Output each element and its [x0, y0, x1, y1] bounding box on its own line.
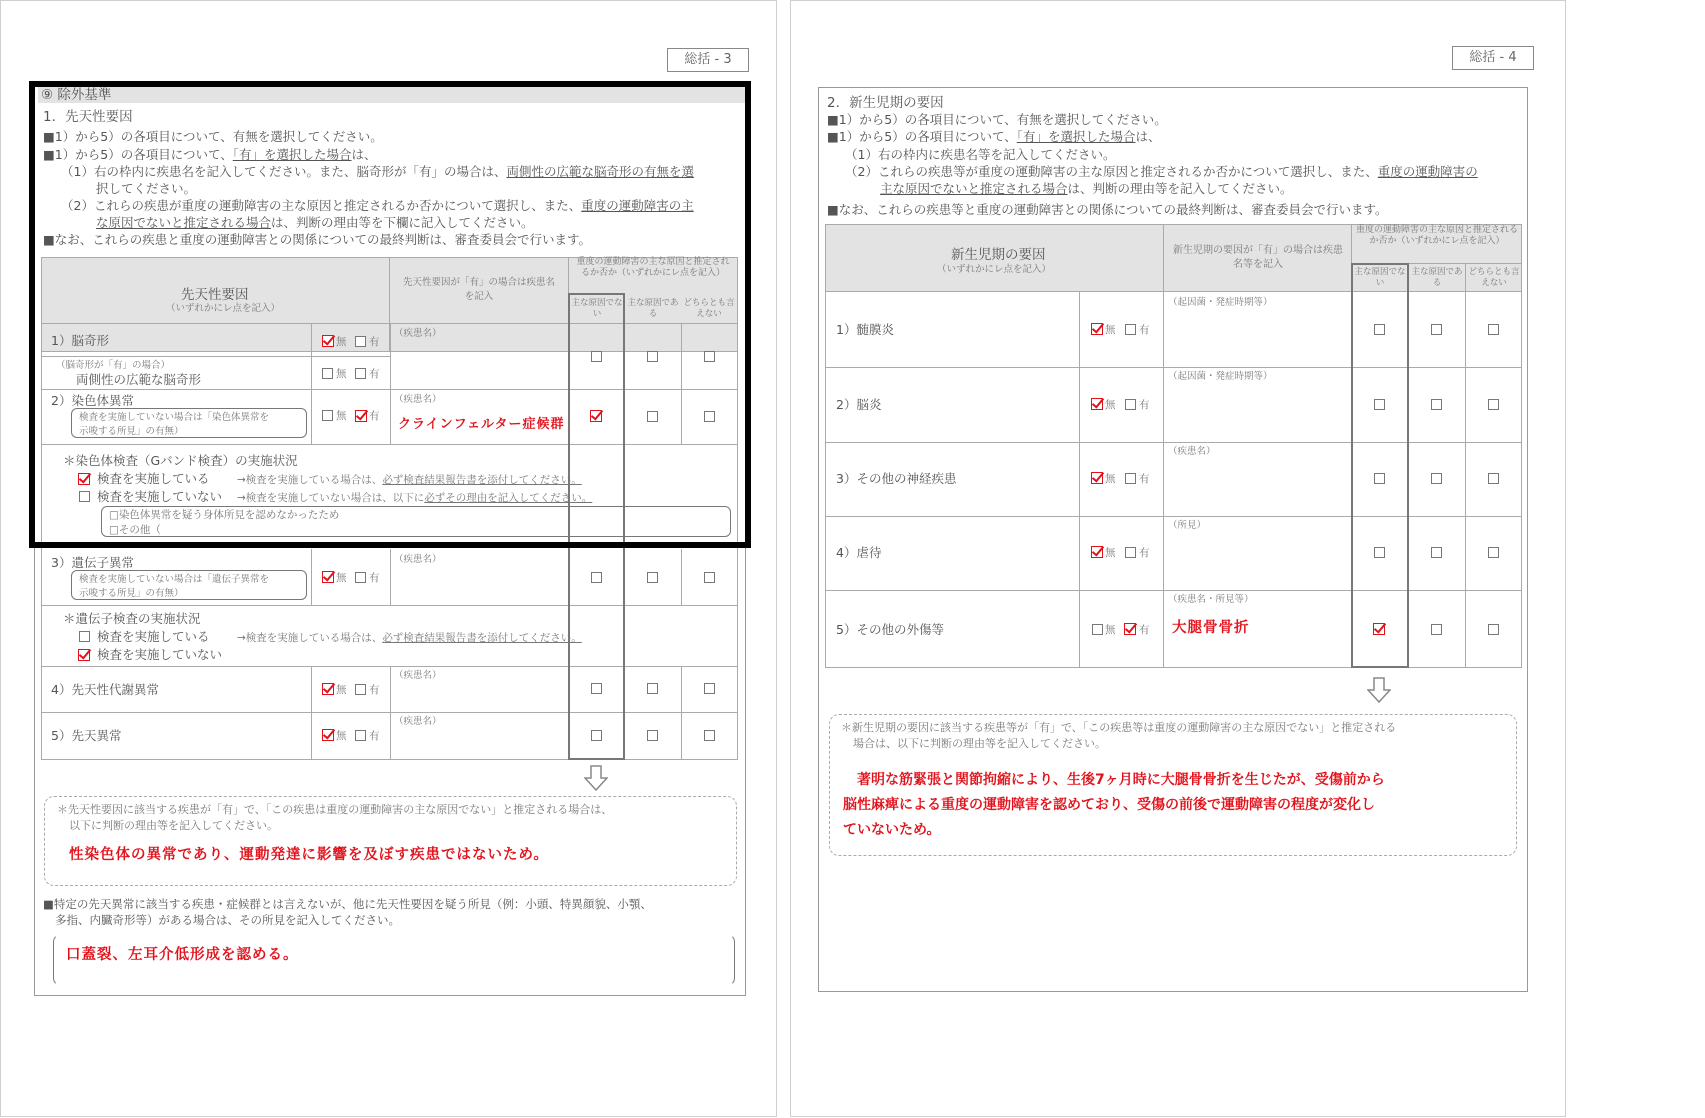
left-page [0, 0, 777, 1117]
label-none: 無 [336, 572, 347, 584]
checkbox-none-checked[interactable] [1091, 398, 1103, 410]
label-none: 無 [1105, 324, 1116, 336]
grid-line [311, 549, 312, 605]
label-yes: 有 [1139, 473, 1150, 485]
row-note-brain: （脳奇形が「有」の場合） [56, 360, 171, 371]
th-col-3: どちらとも言えない [1468, 267, 1520, 288]
checkbox-yes-checked[interactable] [1124, 623, 1136, 635]
checkbox-cause-1[interactable] [591, 572, 602, 583]
disease-name-femur-fracture: 大腿骨骨折 [1172, 620, 1250, 636]
instruction-3b: 択してください。 [96, 181, 197, 196]
disease-name-klinefelter: クラインフェルター症候群 [398, 417, 565, 432]
page-number: 総括 - 3 [667, 48, 749, 72]
field-hint: （所見） [1168, 520, 1207, 531]
chromosome-test-title: ＊染色体検査（Gバンド検査）の実施状況 [63, 453, 298, 468]
right-page [790, 0, 1566, 1117]
checkbox-yes[interactable] [1125, 473, 1136, 484]
grid-line [390, 666, 391, 760]
checkbox-none-checked[interactable] [1091, 472, 1103, 484]
checkbox-cause-1[interactable] [591, 730, 602, 741]
checkbox-cause-2[interactable] [1431, 547, 1442, 558]
gene-test-title: ＊遺伝子検査の実施状況 [63, 611, 201, 626]
label-none: 無 [1105, 473, 1116, 485]
instruction-3: （1）右の枠内に疾患名等を記入してください。 [845, 147, 1116, 162]
label-none: 無 [336, 684, 347, 696]
grid-line [41, 605, 738, 606]
instruction-1: ■1）から5）の各項目について、有無を選択してください。 [43, 129, 383, 144]
th-cause: 重度の運動障害の主な原因と推定されるか否か（いずれかにレ点を記入） [576, 257, 730, 278]
grid-line [390, 549, 391, 605]
instruction-2: ■1）から5）の各項目について、「有」を選択した場合は、 [43, 147, 377, 162]
label-yes: 有 [369, 368, 380, 380]
checkbox-cause-3[interactable] [1488, 399, 1499, 410]
checkbox-yes[interactable] [355, 572, 366, 583]
instruction-4b: な原因でないと推定される場合は、判断の理由等を下欄に記入してください。 [96, 215, 534, 230]
instruction-2: ■1）から5）の各項目について、「有」を選択した場合は、 [827, 129, 1161, 144]
grid-line [311, 666, 312, 760]
instruction-5: ■なお、これらの疾患と重度の運動障害との関係についての最終判断は、審査委員会で行います。 [43, 232, 592, 247]
row-label-gene: 3）遺伝子異常 [51, 555, 134, 570]
grid-line [1079, 292, 1080, 668]
label-yes: 有 [369, 572, 380, 584]
disease-hint: （疾患名） [394, 716, 442, 727]
option-gene-test-done: 検査を実施している [97, 629, 210, 644]
checkbox-none-checked[interactable] [322, 729, 334, 741]
grid-line [825, 516, 1522, 517]
instruction-3: （1）右の枠内に疾患名を記入してください。また、脳奇形が「有」の場合は、両側性の広範な脳奇形の有無を選 [61, 164, 694, 179]
other-findings-note: ■特定の先天異常に該当する疾患・症候群とは言えないが、他に先天性要因を疑う所見（例：小頭、特異顔貌、小顎、 [43, 897, 652, 911]
th-col-1: 主な原因でない [1354, 267, 1406, 288]
label-yes: 有 [1139, 624, 1150, 636]
reason-note: ＊新生児期の要因に該当する疾患等が「有」で、「この疾患等は重度の運動障害の主な原因でない」と推定される [841, 721, 1397, 734]
row-note: 示唆する所見」の有無） [79, 588, 184, 599]
reason-text[interactable]: 性染色体の異常であり、運動発達に影響を及ぼす疾患ではないため。 [69, 847, 549, 863]
disease-hint: （疾患名） [394, 328, 442, 339]
option-gene-test-done-note: →検査を実施している場合は、必ず検査結果報告書を添付してください。 [237, 632, 582, 644]
checkbox-yes[interactable] [1125, 399, 1136, 410]
th-cause: 重度の運動障害の主な原因と推定されるか否か（いずれかにレ点を記入） [1355, 225, 1518, 246]
th-col-1: 主な原因でない [571, 298, 623, 319]
checkbox-yes[interactable] [355, 684, 366, 695]
checkbox-yes[interactable] [1125, 324, 1136, 335]
disease-hint: （疾患名） [394, 394, 442, 405]
option-test-done: 検査を実施している [97, 471, 210, 486]
grid-line [681, 666, 682, 760]
instruction-4: （2）これらの疾患が重度の運動障害の主な原因と推定されるか否かについて選択し、また、重度の運動障害の主 [61, 198, 694, 213]
section-bar: ⑨ 除外基準 [38, 87, 745, 103]
th-factor: 新生児期の要因 [951, 247, 1046, 263]
checkbox-cause-2[interactable] [647, 572, 658, 583]
section-heading: 1．先天性要因 [43, 109, 133, 125]
grid-line [825, 442, 1522, 443]
page-number: 総括 - 4 [1452, 46, 1534, 70]
label-none: 無 [1105, 624, 1116, 636]
checkbox-cause-2[interactable] [1431, 324, 1442, 335]
checkbox-cause-1[interactable] [1374, 547, 1385, 558]
checkbox-cause-2[interactable] [1431, 473, 1442, 484]
section-heading: 2．新生児期の要因 [827, 95, 944, 111]
reason-text-line2[interactable]: 脳性麻痺による重度の運動障害を認めており、受傷の前後で運動障害の程度が変化し [843, 797, 1375, 813]
checkbox-cause-3[interactable] [1488, 624, 1499, 635]
option-test-done-note: →検査を実施している場合は、必ず検査結果報告書を添付してください。 [237, 474, 582, 486]
reason-option-no-findings: □染色体異常を疑う身体所見を認めなかったため [109, 509, 340, 521]
row-label-congenital-anomaly: 5）先天異常 [51, 728, 122, 743]
row-label-chromosome: 2）染色体異常 [51, 393, 134, 408]
checkbox-cause-3[interactable] [704, 572, 715, 583]
checkbox-cause-2[interactable] [1431, 399, 1442, 410]
checkbox-cause-2[interactable] [647, 730, 658, 741]
row-note: 検査を実施していない場合は「染色体異常を [79, 412, 270, 423]
th-col-2: 主な原因である [627, 298, 679, 319]
reason-note: ＊先天性要因に該当する疾患が「有」で、「この疾患は重度の運動障害の主な原因でない」と推定される場合は、 [57, 803, 613, 816]
label-yes: 有 [369, 410, 380, 422]
label-yes: 有 [1139, 399, 1150, 411]
checkbox-cause-3[interactable] [704, 683, 715, 694]
label-yes: 有 [1139, 547, 1150, 559]
th-col-2: 主な原因である [1411, 267, 1463, 288]
checkbox-none-checked[interactable] [1091, 323, 1103, 335]
row-label-abuse: 4）虐待 [836, 545, 882, 560]
th-factor-sub: （いずれかにレ点を記入） [166, 303, 281, 314]
reason-text-line3[interactable]: ていないため。 [843, 822, 941, 838]
field-hint: （疾患名） [1168, 446, 1216, 457]
label-none: 無 [1105, 399, 1116, 411]
label-none: 無 [336, 410, 347, 422]
checkbox-yes[interactable] [1125, 547, 1136, 558]
checkbox-none-checked[interactable] [1091, 546, 1103, 558]
checkbox-cause-2[interactable] [647, 683, 658, 694]
th-name: 新生児期の要因が「有」の場合は疾患名等を記入 [1173, 245, 1343, 270]
row-label-other-trauma: 5）その他の外傷等 [836, 622, 944, 637]
option-gene-test-not-done: 検査を実施していない [97, 647, 223, 662]
instruction-4b: 主な原因でないと推定される場合は、判断の理由等を記入してください。 [880, 181, 1293, 196]
label-none: 無 [1105, 547, 1116, 559]
th-factor: 先天性要因 [181, 287, 249, 303]
instruction-5: ■なお、これらの疾患等と重度の運動障害との関係についての最終判断は、審査委員会で行います。 [827, 202, 1388, 217]
option-test-not-done: 検査を実施していない [97, 489, 223, 504]
label-yes: 有 [369, 684, 380, 696]
down-arrow-icon [584, 765, 608, 791]
checkbox-cause-2[interactable] [1431, 624, 1442, 635]
th-col-3: どちらとも言えない [683, 298, 735, 319]
reason-option-other: □その他（ [109, 524, 161, 536]
row-label-other-neuro: 3）その他の神経疾患 [836, 471, 957, 486]
other-findings-note: 多指、内臓奇形等）がある場合は、その所見を記入してください。 [55, 913, 400, 927]
checkbox-yes[interactable] [355, 730, 366, 741]
row-label-metabolic: 4）先天性代謝異常 [51, 682, 159, 697]
disease-hint: （疾患名） [394, 670, 442, 681]
checkbox-cause-1[interactable] [1374, 324, 1385, 335]
checkbox-none[interactable] [1092, 624, 1103, 635]
row-note: 検査を実施していない場合は「遺伝子異常を [79, 574, 270, 585]
reason-text-line1[interactable]: 著明な筋緊張と関節拘縮により、生後7ヶ月時に大腿骨骨折を生じたが、受傷前から [857, 772, 1385, 788]
label-none: 無 [336, 336, 347, 348]
label-yes: 有 [369, 730, 380, 742]
label-yes: 有 [1139, 324, 1150, 336]
reason-note: 以下に判断の理由等を記入してください。 [69, 819, 278, 832]
row-label-encephalitis: 2）脳炎 [836, 397, 882, 412]
checkbox-none-checked[interactable] [322, 571, 334, 583]
label-none: 無 [336, 730, 347, 742]
highlight-box [29, 81, 751, 548]
disease-hint: （疾患名） [394, 554, 442, 565]
checkbox-cause-3[interactable] [704, 730, 715, 741]
checkbox-gene-test-not-done-checked[interactable] [78, 649, 90, 661]
checkbox-cause-1[interactable] [591, 683, 602, 694]
row-note: 示唆する所見」の有無） [79, 426, 184, 437]
instruction-4: （2）これらの疾患等が重度の運動障害の主な原因と推定されるか否かについて選択し、また、重度の運動障害の [845, 164, 1478, 179]
checkbox-cause-1[interactable] [1374, 473, 1385, 484]
row-label-bilateral: 両側性の広範な脳奇形 [76, 372, 202, 387]
checkbox-cause-1[interactable] [1374, 399, 1385, 410]
label-yes: 有 [369, 336, 380, 348]
other-findings-text[interactable]: 口蓋裂、左耳介低形成を認める。 [66, 947, 299, 963]
checkbox-cause-1-checked[interactable] [1373, 623, 1385, 635]
option-test-not-done-note: →検査を実施していない場合は、以下に必ずその理由を記入してください。 [237, 492, 593, 504]
grid-line [681, 549, 682, 605]
field-hint: （起因菌・発症時期等） [1168, 371, 1273, 382]
checkbox-cause-3[interactable] [1488, 324, 1499, 335]
checkbox-cause-3[interactable] [1488, 473, 1499, 484]
row-label-meningitis: 1）髄膜炎 [836, 322, 894, 337]
checkbox-cause-3[interactable] [1488, 547, 1499, 558]
row-label-brain-malformation: 1）脳奇形 [51, 333, 109, 348]
th-name: 先天性要因が「有」の場合は疾患名を記入 [402, 277, 555, 302]
instruction-1: ■1）から5）の各項目について、有無を選択してください。 [827, 112, 1167, 127]
checkbox-none-checked[interactable] [322, 683, 334, 695]
field-hint: （疾患名・所見等） [1168, 594, 1254, 605]
checkbox-gene-test-done[interactable] [79, 631, 90, 642]
grid-line [825, 590, 1522, 591]
reason-note: 場合は、以下に判断の理由等を記入してください。 [853, 737, 1106, 750]
down-arrow-icon [1367, 677, 1391, 703]
label-none: 無 [336, 368, 347, 380]
th-factor-sub: （いずれかにレ点を記入） [937, 264, 1052, 275]
field-hint: （起因菌・発症時期等） [1168, 297, 1273, 308]
grid-line [825, 367, 1522, 368]
